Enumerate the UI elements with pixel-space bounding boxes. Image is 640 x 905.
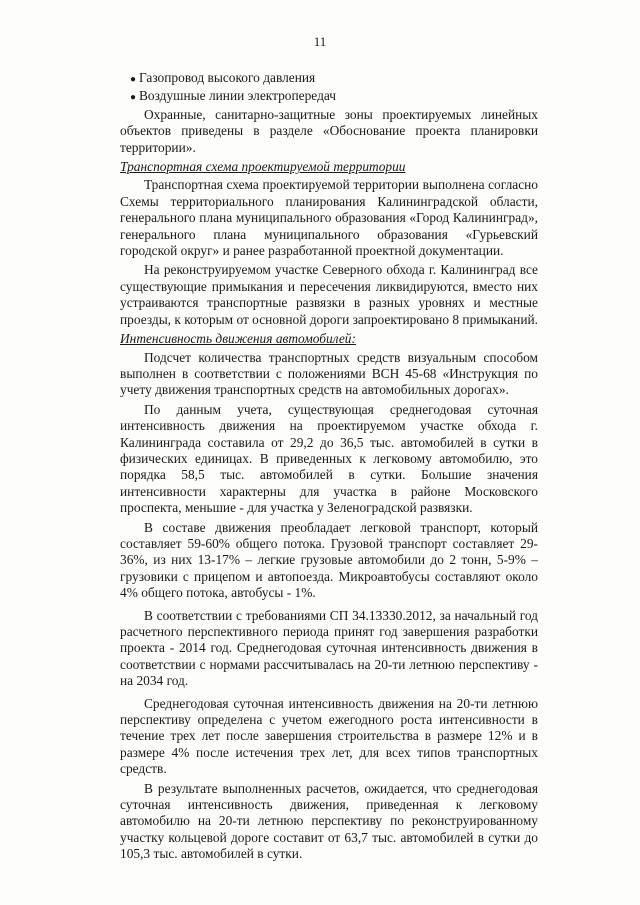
paragraph-result: В результате выполненных расчетов, ожидается, что среднегодовая суточная интенсивность движения, приведенная к легковому автомобилю на 20-ти летнюю перспективу по реконструированному участку кольцевой дороге составит от 63,7 тыс. автомобилей в сутки до 105,3 тыс. автомобилей в сутки. [120,780,538,862]
bullet-item [120,70,538,88]
paragraph-sp-requirements: В соответствии с требованиями СП 34.13330.2012, за начальный год расчетного перспективного периода принят год завершения разработки проекта - 2014 год. Среднегодовая суточная интенсивность движения в соответствии с нормами рассчитывалась на 20-ти летнюю перспективу - на 2034 год. [120,607,538,689]
page-number: 11 [313,34,327,49]
paragraph-vehicle-count: Подсчет количества транспортных средств визуальным способом выполнен в соответствии с положениями ВСН 45-68 «Инструкция по учету движения транспортных средств на автомобильных дорогах». [120,349,538,398]
paragraph-traffic-composition: В составе движения преобладает легковой транспорт, который составляет 59-60% общего потока. Грузовой транспорт составляет 29-36%, из них 13-17% – легкие грузовые автомобили до 2 тонн, 5-9% – грузовики с прицепом и автопоезда. Микроавтобусы составляют около 4% общего потока, автобусы - 1%. [120,519,538,601]
bullet-text: Газопровод высокого давления [139,70,316,85]
paragraph-growth-forecast: Среднегодовая суточная интенсивность движения на 20-ти летнюю перспективу определена с учетом ежегодного роста интенсивности в течение трех лет после завершения строительства в размере 12% и в размере 4% после истечения трех лет, для всех типов транспортных средств. [120,695,538,777]
bullet-dot-icon: ● [130,74,137,85]
paragraph-transport-scheme: Транспортная схема проектируемой территории выполнена согласно Схемы территориального планирования Калининградской области, генерального плана муниципального образования «Город Калининград», генерального плана муниципального образования «Гурьевский городской округ» и ранее разработанной проектной документации. [120,177,538,259]
document-body [120,70,538,866]
bullet-dot-icon: ● [130,92,137,104]
paragraph-traffic-data: По данным учета, существующая среднегодовая суточная интенсивность движения на проектируемом участке обхода г. Калининграда составила от 29,2 до 36,5 тыс. автомобилей в сутки в физических единицах. В приведенных к легковому автомобилю, это порядка 58,5 тыс. автомобилей в сутки. Большие значения интенсивности характерны для участка в районе Московского проспекта, меньшие - для участка у Зеленоградской развязки. [120,401,538,516]
bullet-item [120,88,538,106]
heading-traffic-intensity: Интенсивность движения автомобилей: [120,331,356,347]
paragraph-reconstruction: На реконструируемом участке Северного обхода г. Калининград все существующие примыкания и пересечения ликвидируются, вместо них устраиваются транспортные развязки в разных уровнях и местные проезды, к которым от основной дороги запроектировано 8 примыканий. [120,262,539,327]
heading-transport-scheme: Транспортная схема проектируемой территории [120,159,406,175]
bullet-text: Воздушные линии электропередач [139,88,337,104]
paragraph-protection-zones: Охранные, санитарно-защитные зоны проектируемых линейных объектов приведены в разделе «Обоснование проекта планировки территории». [120,106,538,155]
